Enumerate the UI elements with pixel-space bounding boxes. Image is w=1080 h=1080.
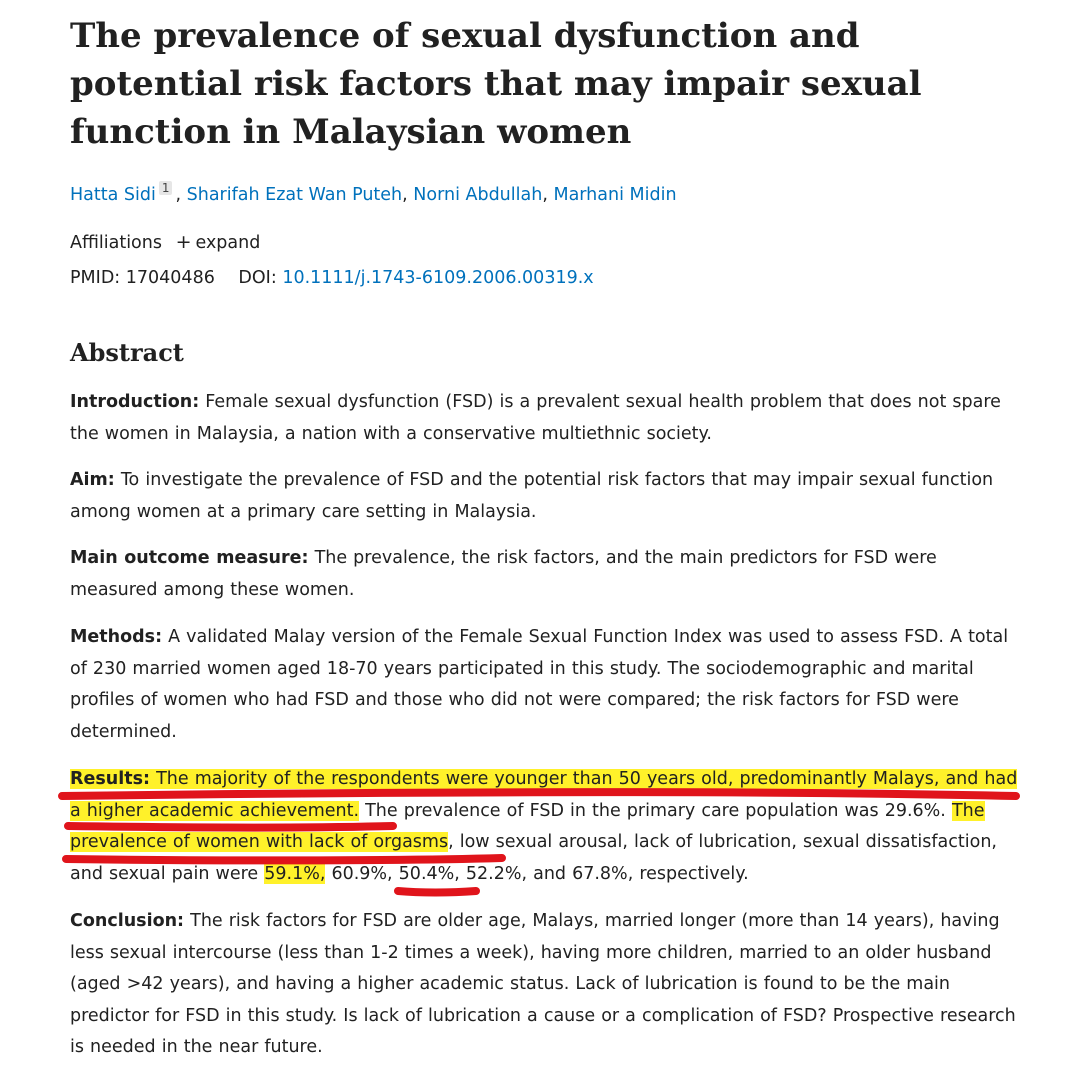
expand-affiliations-button[interactable]	[176, 233, 261, 253]
pmid-value: 17040486	[125, 268, 215, 288]
abstract-conclusion	[70, 906, 1020, 1064]
author-link-hatta-sidi[interactable]: Hatta Sidi	[70, 185, 156, 205]
author-link-norni-abdullah[interactable]: Norni Abdullah	[413, 185, 543, 205]
doi-link[interactable]: 10.1111/j.1743-6109.2006.00319.x	[282, 268, 594, 288]
red-underline-4	[398, 891, 476, 893]
doi-label: DOI:	[238, 268, 277, 288]
author-link-sharifah-ezat-wan-puteh[interactable]: Sharifah Ezat Wan Puteh	[186, 185, 403, 205]
methods-text: A validated Malay version of the Female Sexual Function Index was used to assess FSD. A total of 230 married women aged 18-70 years participated in this study. The sociodemographic and marital profiles of women who had FSD and those who did not were compared; the risk factors for FSD were determined.	[70, 627, 1009, 742]
author-link-marhani-midin[interactable]: Marhani Midin	[553, 185, 677, 205]
results-highlight-demographics: The majority of the respondents were younger than 50 years old, predominantly Malays, and had a higher academic achievement.	[70, 769, 1018, 821]
affiliation-badge[interactable]: 1	[159, 181, 173, 195]
identifiers-row	[70, 265, 594, 291]
affiliations-label: Affiliations	[70, 233, 162, 253]
results-highlight-orgasm: The prevalence of women with lack of orgasms	[70, 800, 985, 852]
introduction-text: Female sexual dysfunction (FSD) is a prevalent sexual health problem that does not spare the women in Malaysia, a nation with a conservative multiethnic society.	[70, 392, 1001, 444]
results-text-domains: , low sexual arousal, lack of lubrication, sexual dissatisfaction, and sexual pain were	[70, 832, 997, 884]
aim-label: Aim:	[70, 470, 115, 490]
introduction-label: Introduction:	[70, 392, 200, 412]
article-title: The prevalence of sexual dysfunction and potential risk factors that may impair sexual function in Malaysian women	[70, 16, 922, 152]
author-separator: ,	[175, 185, 187, 205]
conclusion-label: Conclusion:	[70, 911, 185, 931]
abstract-results	[70, 764, 1020, 890]
affiliations-row	[70, 229, 260, 256]
results-highlight-percent: 59.1%,	[264, 863, 326, 884]
author-separator: ,	[402, 185, 414, 205]
results-label: Results:	[70, 769, 150, 789]
aim-text: To investigate the prevalence of FSD and the potential risk factors that may impair sexual function among women at a primary care setting in Malaysia.	[70, 470, 994, 522]
abstract-aim	[70, 465, 1020, 528]
abstract-main-outcome	[70, 543, 1020, 606]
main-outcome-text: The prevalence, the risk factors, and the main predictors for FSD were measured among these women.	[70, 548, 937, 600]
plus-icon: +	[175, 231, 192, 253]
results-text-prevalence: The prevalence of FSD in the primary care population was 29.6%.	[359, 800, 952, 821]
abstract-methods	[70, 622, 1020, 748]
methods-label: Methods:	[70, 627, 163, 647]
pmid-label: PMID:	[70, 268, 121, 288]
main-outcome-label: Main outcome measure:	[70, 548, 309, 568]
abstract-heading: Abstract	[70, 338, 184, 367]
abstract-introduction	[70, 387, 1020, 450]
expand-label: expand	[195, 233, 261, 253]
author-separator: ,	[542, 185, 554, 205]
results-text-rest: 60.9%, 50.4%, 52.2%, and 67.8%, respectively.	[325, 863, 749, 884]
author-list	[70, 181, 677, 208]
conclusion-text: The risk factors for FSD are older age, Malays, married longer (more than 14 years), having less sexual intercourse (less than 1-2 times a week), having more children, married to an older husband (aged >42 years), and having a higher academic status. Lack of lubrication is found to be the main predictor for FSD in this study. Is lack of lubrication a cause or a complication of FSD? Prospective research is needed in the near future.	[70, 911, 1016, 1057]
